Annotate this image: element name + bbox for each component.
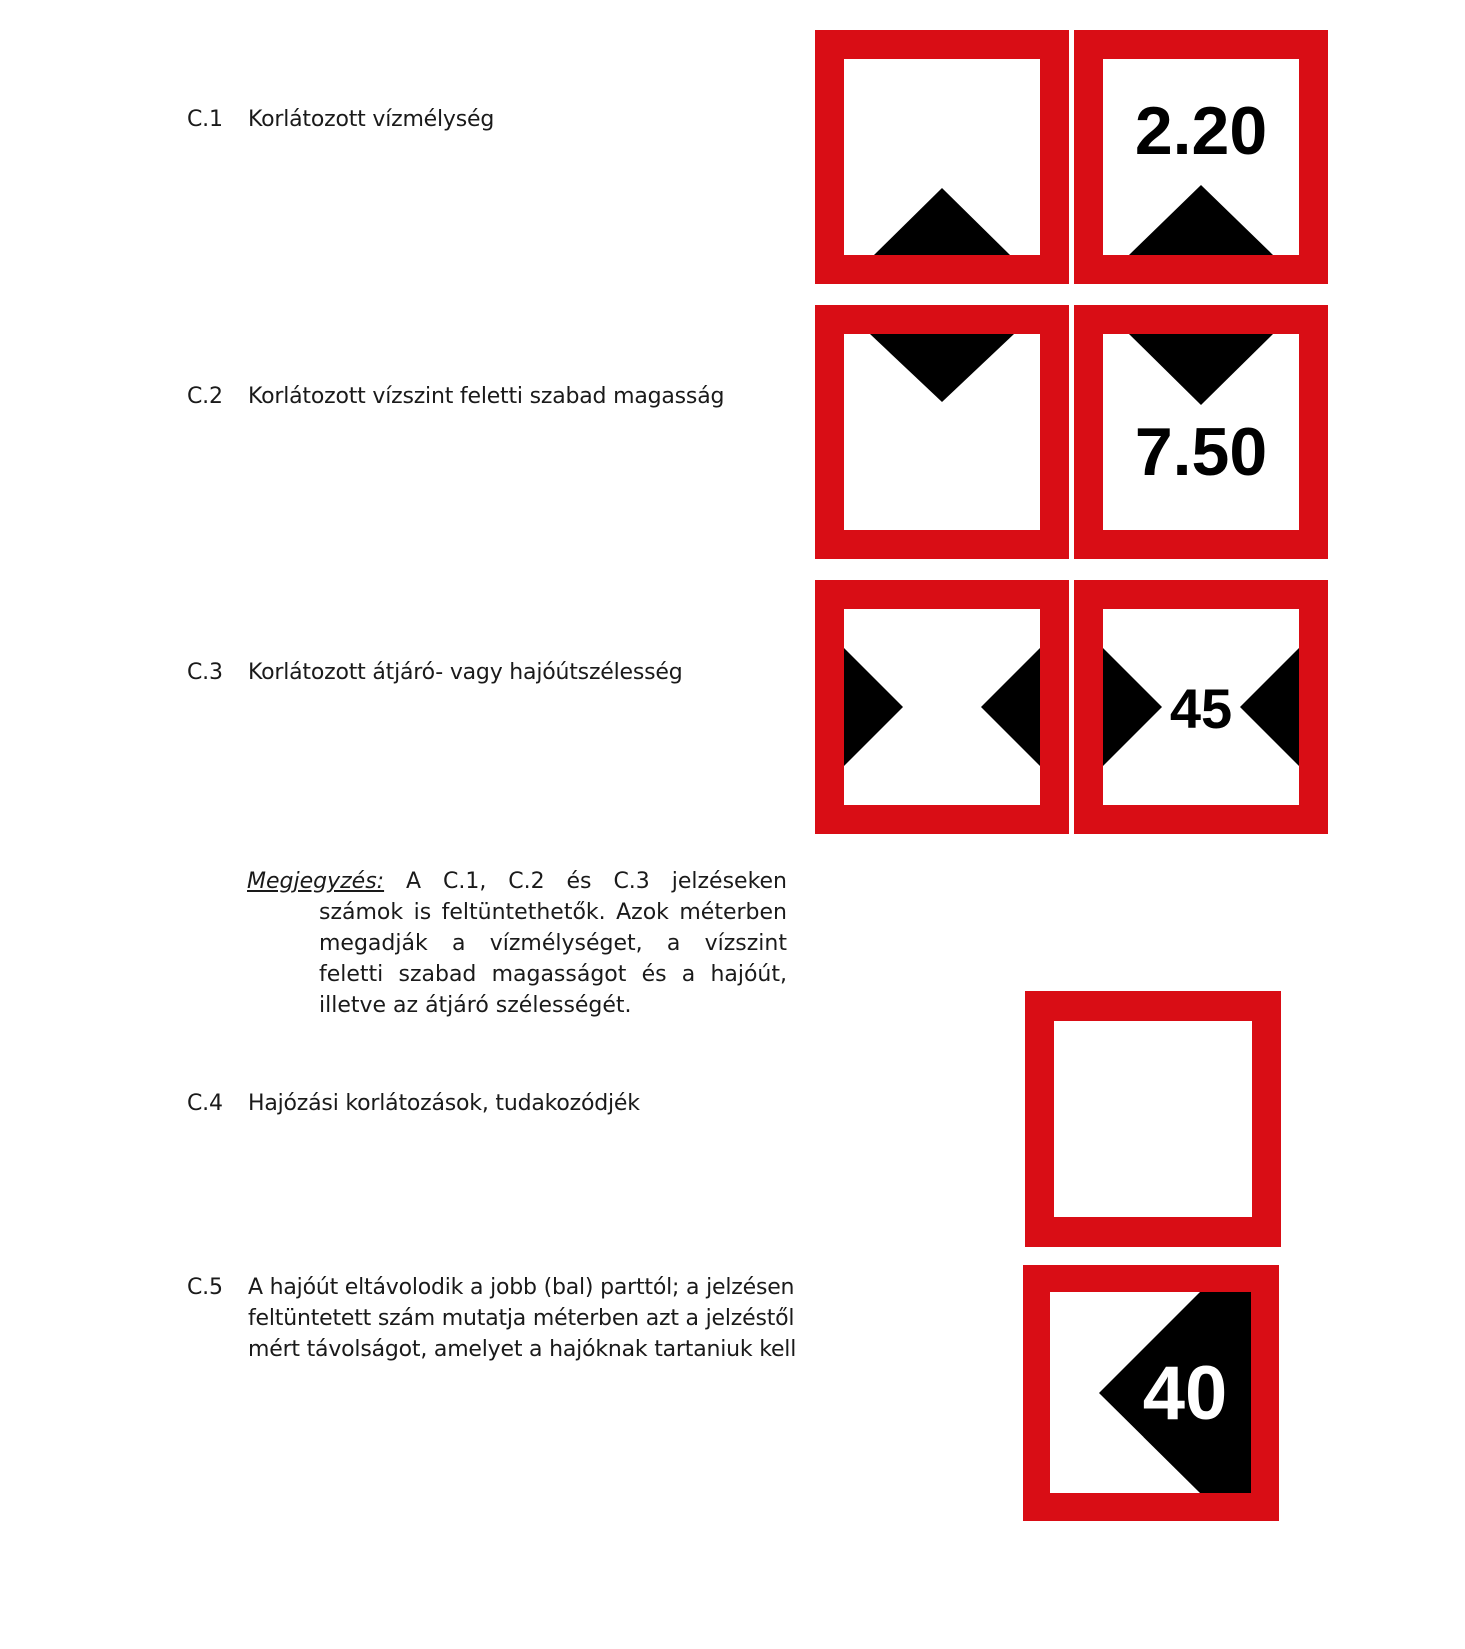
sign-description: Korlátozott átjáró- vagy hajóútszélesség — [248, 660, 683, 685]
note-label: Megjegyzés: — [247, 869, 385, 894]
sign-description: Hajózási korlátozások, tudakozódjék — [248, 1091, 640, 1116]
sign-description-line: mért távolságot, amelyet a hajóknak tartaniuk kell — [248, 1337, 797, 1362]
note-text: A C.1, C.2 és C.3 jelzéseken számok is feltüntethetők. Azok méterben megadják a vízmélységet, a vízszint feletti szabad magasságot és a hajóút, illetve az átjáró szélességét. — [319, 869, 787, 1018]
sign-c2-numbered — [1074, 305, 1328, 559]
sign-description-line: A hajóút eltávolodik a jobb (bal) parttól; a jelzésen — [248, 1275, 795, 1300]
sign-code: C.5 — [187, 1275, 223, 1300]
sign-description-line: feltüntetett szám mutatja méterben azt a jelzéstől — [248, 1306, 795, 1331]
width-value: 45 — [1169, 677, 1233, 740]
note-paragraph — [247, 866, 787, 1021]
distance-value: 40 — [1142, 1351, 1228, 1436]
depth-value: 2.20 — [1134, 93, 1268, 169]
sign-code: C.1 — [187, 107, 223, 132]
height-value: 7.50 — [1134, 414, 1268, 490]
sign-c5 — [1023, 1265, 1279, 1521]
sign-description: Korlátozott vízmélység — [248, 107, 495, 132]
sign-c2-plain — [815, 305, 1069, 559]
sign-description: Korlátozott vízszint feletti szabad magasság — [248, 384, 725, 409]
sign-c4 — [1025, 991, 1281, 1247]
sign-description — [248, 1272, 796, 1365]
sign-code: C.3 — [187, 660, 223, 685]
sign-c1-plain — [815, 30, 1069, 284]
sign-code: C.2 — [187, 384, 223, 409]
sign-c1-numbered — [1074, 30, 1328, 284]
sign-c3-numbered — [1074, 580, 1328, 834]
sign-code: C.4 — [187, 1091, 223, 1116]
sign-c3-plain — [815, 580, 1069, 834]
